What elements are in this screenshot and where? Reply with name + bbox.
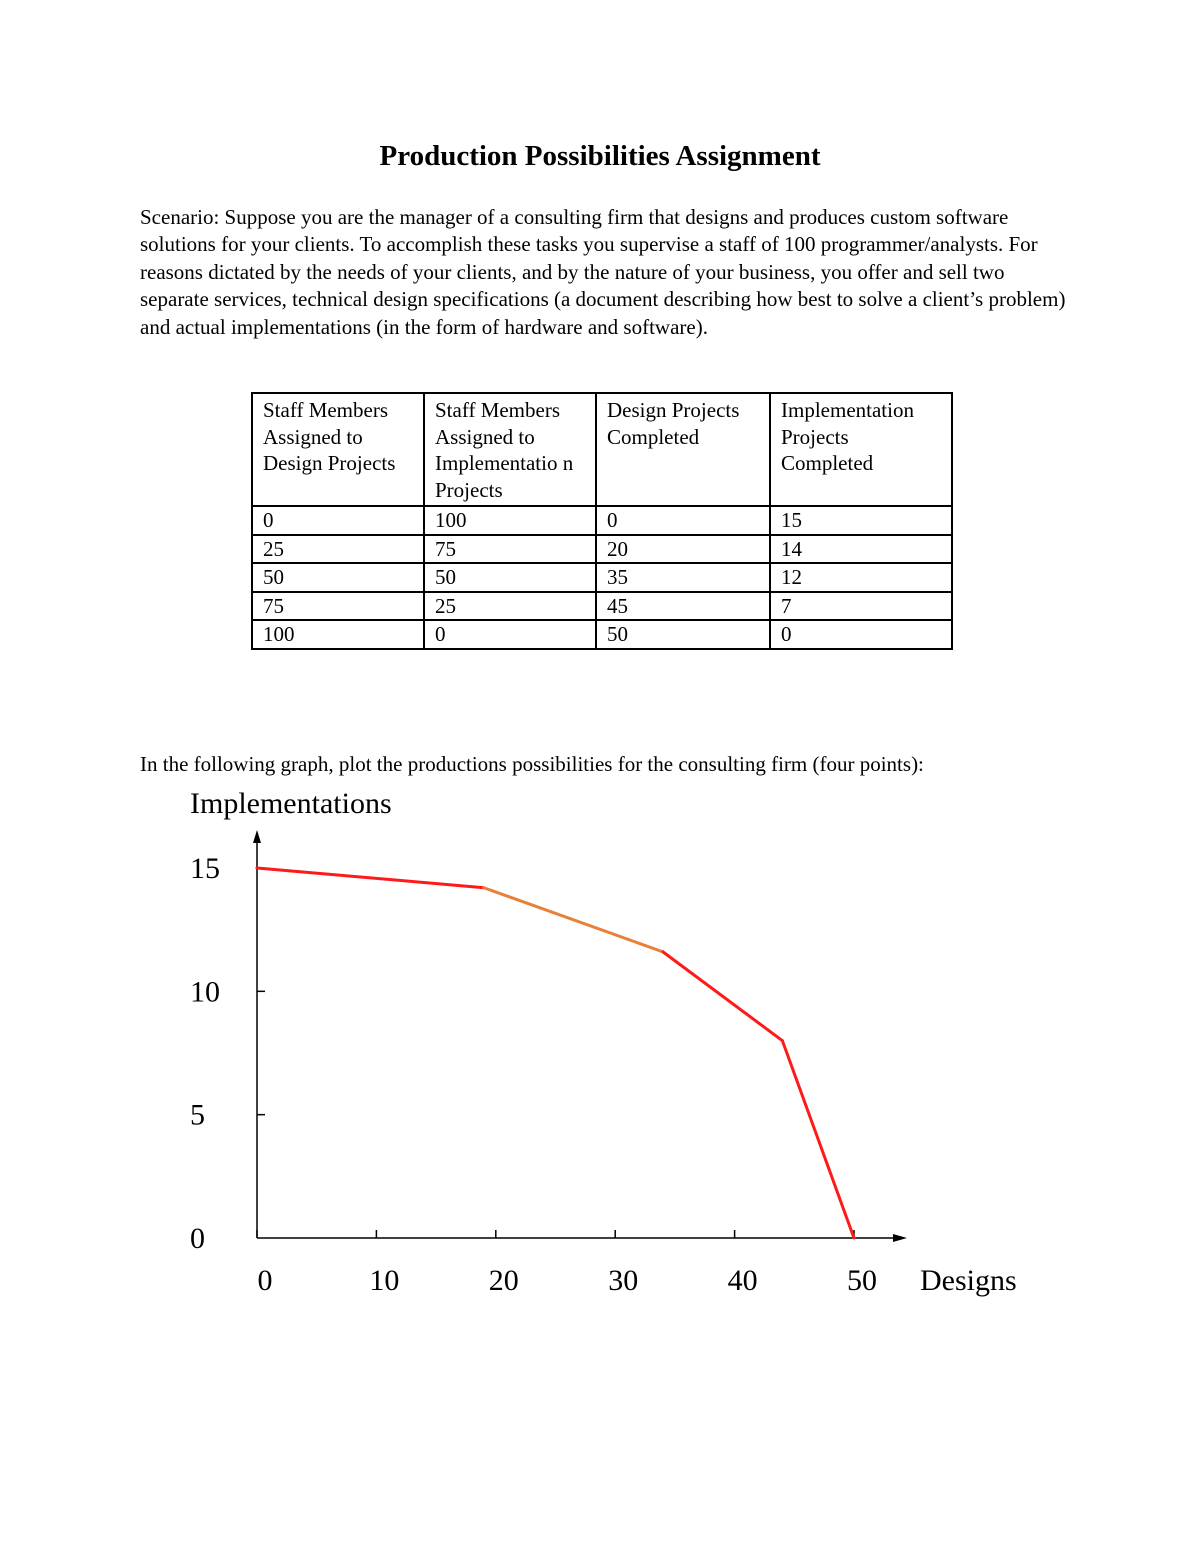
y-tick-label: 0 [190, 1222, 205, 1255]
page-title: Production Possibilities Assignment [379, 140, 821, 172]
table-cell: 100 [252, 620, 424, 649]
table-row [252, 592, 952, 621]
table-cell: 35 [596, 563, 770, 592]
y-tick-label: 5 [190, 1098, 205, 1132]
table-cell: 100 [424, 506, 596, 535]
table-cell: 25 [424, 592, 596, 621]
ppf-segment [663, 952, 782, 1041]
header-implementation-completed: Implementation Projects Completed [770, 393, 952, 506]
table-cell: 20 [596, 535, 770, 564]
y-tick-label: 10 [190, 975, 220, 1009]
ppf-segment [257, 868, 484, 888]
ppf-chart [0, 780, 1200, 1320]
table-cell: 50 [424, 563, 596, 592]
table-cell: 50 [252, 563, 424, 592]
table-cell: 75 [252, 592, 424, 621]
x-tick-label: 20 [488, 1264, 519, 1297]
x-tick-label: 30 [608, 1264, 639, 1297]
header-design-completed: Design Projects Completed [596, 393, 770, 506]
table-cell: 0 [596, 506, 770, 535]
ppf-series [257, 868, 854, 1238]
table-cell: 7 [770, 592, 952, 621]
x-ticks [257, 1230, 877, 1297]
table-row [252, 535, 952, 564]
table-cell: 25 [252, 535, 424, 564]
scenario-paragraph: Scenario: Suppose you are the manager of a consulting firm that designs and produces custom software solutions for your clients. To accomplish these tasks you supervise a staff of 100 programmer/analysts. For reasons dictated by the needs of your clients, and by the nature of your business, you offer and sell two separate services, technical design specifications (a document describing how best to solve a client’s problem) and actual implementations (in the form of hardware and software). [140, 205, 1066, 339]
x-tick-label: 50 [847, 1264, 877, 1297]
table-cell: 0 [424, 620, 596, 649]
table-cell: 45 [596, 592, 770, 621]
header-staff-implementation: Staff Members Assigned to Implementatio n Projects [424, 393, 596, 506]
table-cell: 75 [424, 535, 596, 564]
table-cell: 50 [596, 620, 770, 649]
table-cell: 14 [770, 535, 952, 564]
table-row [252, 620, 952, 649]
x-axis-arrow-icon [893, 1234, 907, 1242]
graph-instruction: In the following graph, plot the productions possibilities for the consulting firm (four points): [140, 752, 924, 776]
table-cell: 0 [770, 620, 952, 649]
table-row [252, 563, 952, 592]
x-tick-label: 10 [369, 1264, 400, 1297]
ppf-segment [484, 888, 663, 952]
y-tick-label: 15 [190, 852, 220, 885]
x-axis-label: Designs [920, 1264, 1017, 1297]
table-row [252, 506, 952, 535]
production-table [251, 392, 953, 650]
table-cell: 12 [770, 563, 952, 592]
table-cell: 0 [252, 506, 424, 535]
y-axis-arrow-icon [253, 830, 261, 843]
ppf-segment [782, 1041, 854, 1238]
x-tick-label: 0 [257, 1264, 273, 1297]
y-ticks [190, 852, 265, 1255]
table-cell: 15 [770, 506, 952, 535]
y-axis-label: Implementations [190, 787, 392, 820]
x-tick-label: 40 [727, 1264, 758, 1297]
header-staff-design: Staff Members Assigned to Design Projects [252, 393, 424, 506]
table-header-row [252, 393, 952, 506]
